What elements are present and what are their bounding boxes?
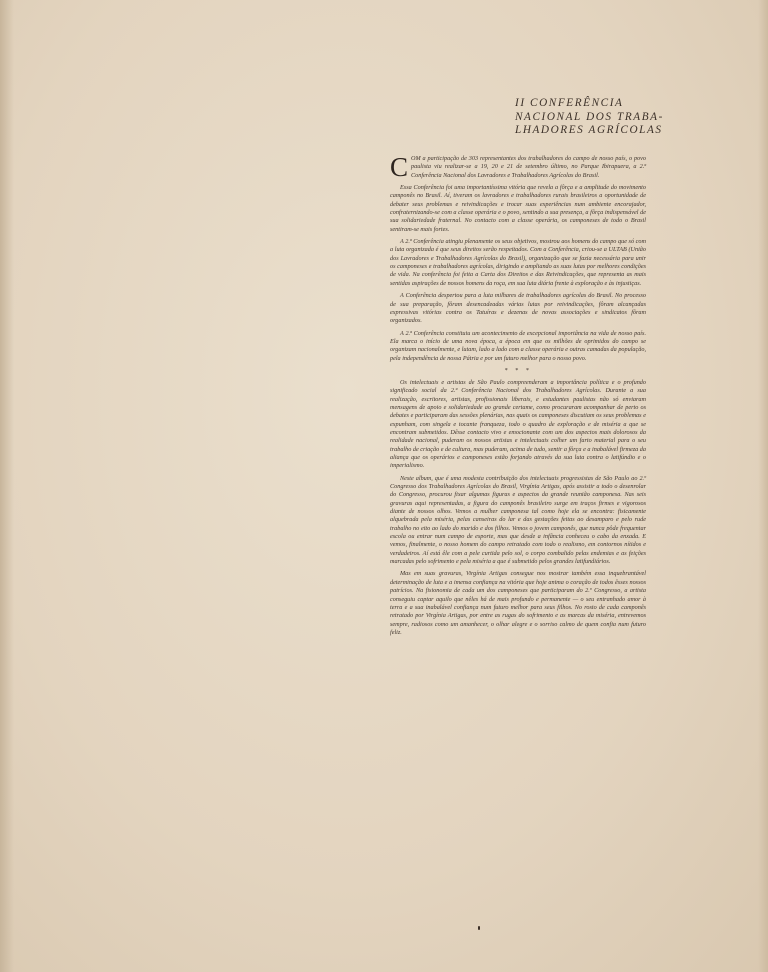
paragraph-2: Essa Conferência foi uma importantíssima vitória que revela a fôrça e a amplitude do movimento camponês no Brasil. Aí, tiveram os lavradores e trabalhadores rurais brasileiros a oportunidade de debater seus problemas e reivindicações e trocar suas experiências num ambiente encorajador, confraternizando-se com a classe operária e o povo, sentindo a sua presença, a fôrça indispensável de sua solidariedade fraternal. No contacto com a classe operária, os camponeses de todo o Brasil sentiram-se mais fortes. [390,184,646,233]
paragraph-7: Neste album, que é uma modesta contribuição dos intelectuais progressistas de São Paulo ao 2.º Congresso dos Trabalhadores Agrícolas do Brasil, Virgínia Artigas, após assistir a todo o desenrolar do Congresso, procurou fixar algumas figuras e aspectos da grande reunião camponesa. Nas seis gravuras aqui representadas, a figura do camponês brasileiro surge em traços firmes e vigorosos diante de nossos olhos. Vemos a mulher camponesa tal como hoje ela se encontra: fisicamente alquebrada pela miséria, pelas canseiras do lar e das gestações feitas ao desamparo e pelo rude trabalho no eito ao lado do marido e dos filhos. Vemos o jovem camponês, que nunca pôde frequentar escola ou entrar num campo de esporte, mas que desde a infância conheceu o cabo da enxada. E vemos, finalmente, o nosso homem do campo retratado com todo o realismo, em contornos nítidos e verdadeiros. Aí está êle com a pele curtida pelo sol, o corpo combalido pelas endemias e as feições marcadas pelo sofrimento e pela miséria a que é submetido pelos grandes latifundiários. [390,474,646,566]
paper-edge-right [758,0,768,972]
title-line-2: NACIONAL DOS TRABA- [515,110,664,123]
title-line-1: II CONFERÊNCIA [515,97,624,109]
section-separator: * * * [504,366,532,374]
article-body [390,152,646,641]
paragraph-4: A Conferência despertou para a luta milhares de trabalhadores agrícolas do Brasil. No processo de sua preparação, fôram desencadeadas várias lutas por reivindicações, fôram alcançadas expressivas vitórias contra os Tatuíras e dezenas de novas associações e sindicatos fôram organizados. [390,292,646,325]
ink-speck [478,926,480,930]
title-line-3: LHADORES AGRÍCOLAS [515,124,663,136]
drop-cap: C [390,152,409,182]
paragraph-1 [390,152,646,182]
page-title [515,97,664,138]
paragraph-8: Mas em suas gravuras, Virgínia Artigas consegue nos mostrar também essa inquebrantável determinação de luta e a imensa confiança na vitória que hoje anima o coração de todos êsses nossos patrícios. Na fisionomia de cada um dos camponeses que participaram do 2.º Congresso, a artista conseguiu captar aquilo que nêles há de mais profundo e permanente — o seu entranhado amor à terra e a sua inabalável confiança num futuro melhor para seus filhos. No rosto de cada camponês retratado por Virgínia Artigas, por entre as rugas do sofrimento e as marcas da miséria, entrevemos sempre, radiosos como um amanhecer, o olhar alegre e o sorriso calmo de quem confia num futuro feliz. [390,570,646,636]
paragraph-1-text: OM a participação de 303 representantes dos trabalhadores do campo de nosso país, o povo paulista viu realizar-se a 19, 20 e 21 de setembro último, no Parque Ibirapuera, a 2.ª Conferência Nacional dos Lavradores e Trabalhadores Agrícolas do Brasil. [411,155,646,179]
paragraph-5: A 2.ª Conferência constituiu um acontecimento de excepcional importância na vida de nosso país. Ela marca o início de uma nova época, a época em que os milhões de oprimidos do campo se organizam nacionalmente, e lutam, lado a lado com a classe operária e outras camadas da população, pela independência de nossa Pátria e por um futuro melhor para o nosso povo. [390,329,646,362]
paragraph-3: A 2.ª Conferência atingiu plenamente os seus objetivos, mostrou aos homens do campo que só com a luta organizada é que seus direitos serão respeitados. Com a Conferência, criou-se a ULTAB (União dos Lavradores e Trabalhadores Agrícolas do Brasil), organização que se fazia necessária para unir os camponeses e trabalhadores agrícolas, dirigindo e ampliando as suas lutas por melhores condições de vida. Na conferência foi feita a Carta dos Direitos e das Reivindicações, que representa as mais sentidas aspirações de nossos homens da roça, em sua luta diária frente à exploração e às injustiças. [390,238,646,287]
paragraph-6: Os intelectuais e artistas de São Paulo compreenderam a importância política e o profundo significado social da 2.ª Conferência Nacional dos Trabalhadores Agrícolas. Durante a sua realização, escritores, artistas, profissionais liberais, e estudantes paulistas não só enviaram mensagens de apoio e solidariedade ao grande certame, como procuraram acompanhar de perto os debates e participaram das sessões plenárias, nas quais os camponeses discutiam os seus problemas e expunham, com singela e tocante franqueza, todo o quadro de exploração e de miséria a que se encontram submetidos. Dêsse contacto vivo e emocionante com um dos aspectos mais dolorosos da realidade nacional, puderam os nossos artistas e intelectuais colher um farto material para o seu trabalho de criação e de cultura, mas puderam, acima de tudo, sentir a fôrça e a inabalável firmeza da aliança que os operários e camponeses estão forjando através da sua luta contra o latifúndio e o imperialismo. [390,378,646,470]
paper-edge-left [0,0,14,972]
